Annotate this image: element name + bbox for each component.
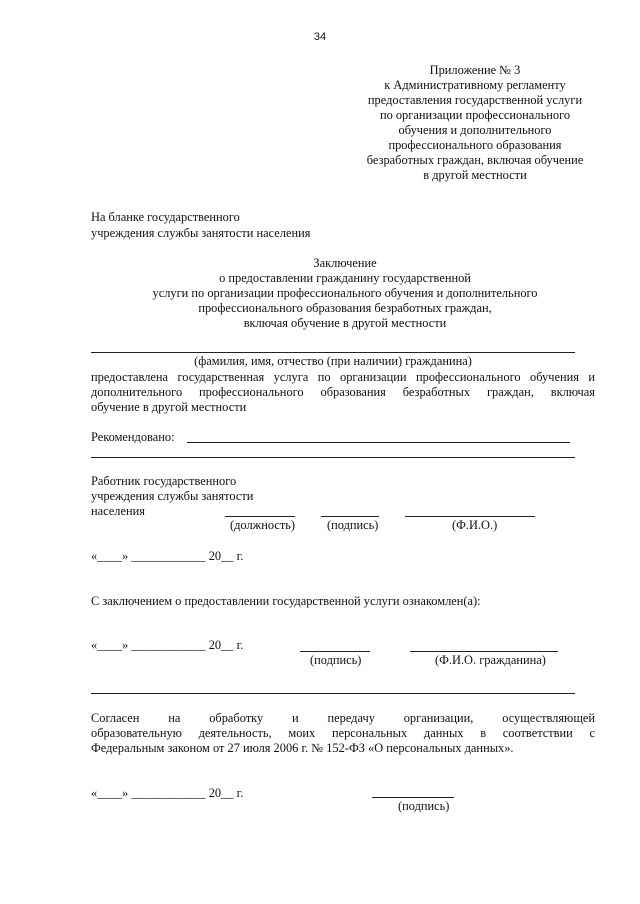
title-line: профессионального образования безработных граждан, — [198, 301, 492, 315]
fio-line[interactable] — [405, 516, 535, 517]
appendix-line: Приложение № 3 — [429, 63, 521, 77]
consent-signature-line[interactable] — [372, 797, 454, 798]
signature-line[interactable] — [321, 516, 379, 517]
title-line: включая обучение в другой местности — [243, 316, 447, 330]
service-line: дополнительного профессионального образования безработных граждан, включая — [91, 385, 595, 399]
consent-line: Согласен на обработку и передачу организации, осуществляющей — [91, 711, 595, 725]
service-text — [91, 370, 595, 415]
citizen-caption: (фамилия, имя, отчество (при наличии) гражданина) — [194, 354, 472, 368]
signature-caption: (подпись) — [327, 518, 379, 532]
appendix-line: к Административному регламенту — [384, 78, 566, 92]
worker-line: Работник государственного — [91, 474, 237, 488]
separator-line — [91, 693, 575, 694]
document-title — [90, 256, 600, 331]
service-line: обучение в другой местности — [91, 400, 247, 414]
appendix-line: обучения и дополнительного — [398, 123, 552, 137]
appendix-line: профессионального образования — [388, 138, 562, 152]
title-line: услуги по организации профессионального обучения и дополнительного — [152, 286, 538, 300]
ack-signature-line[interactable] — [300, 651, 370, 652]
position-caption: (должность) — [230, 518, 296, 532]
appendix-line: предоставления государственной услуги — [367, 93, 583, 107]
title-line: о предоставлении гражданину государственной — [219, 271, 471, 285]
appendix-header — [350, 63, 600, 183]
worker-line: населения — [91, 504, 145, 518]
consent-date-field[interactable]: «____» ____________ 20__ г. — [91, 786, 244, 800]
consent-text — [91, 711, 595, 756]
ack-signature-caption: (подпись) — [310, 653, 362, 667]
appendix-line: безработных граждан, включая обучение — [366, 153, 584, 167]
recommended-input-line[interactable] — [187, 442, 570, 443]
date-field[interactable]: «____» ____________ 20__ г. — [91, 549, 244, 563]
recommended-label: Рекомендовано: — [91, 430, 175, 444]
worker-line: учреждения службы занятости — [91, 489, 254, 503]
letterhead-line: учреждения службы занятости населения — [91, 226, 311, 240]
recommended-input-line-2[interactable] — [91, 457, 575, 458]
consent-signature-caption: (подпись) — [398, 799, 450, 813]
position-line[interactable] — [225, 516, 295, 517]
appendix-line: по организации профессионального — [379, 108, 571, 122]
title-line: Заключение — [313, 256, 377, 270]
ack-fio-line[interactable] — [410, 651, 558, 652]
page-number: 34 — [313, 31, 327, 43]
fio-caption: (Ф.И.О.) — [452, 518, 498, 532]
letterhead-line: На бланке государственного — [91, 210, 240, 224]
service-line: предоставлена государственная услуга по организации профессионального обучения и — [91, 370, 595, 384]
consent-line: Федеральным законом от 27 июля 2006 г. № 152-ФЗ «О персональных данных». — [91, 741, 514, 755]
appendix-line: в другой местности — [423, 168, 527, 182]
acknowledgement-text: С заключением о предоставлении государственной услуги ознакомлен(а): — [91, 594, 481, 608]
ack-fio-caption: (Ф.И.О. гражданина) — [435, 653, 546, 667]
consent-line: образовательную деятельность, моих персональных данных в соответствии с — [91, 726, 595, 740]
ack-date-field[interactable]: «____» ____________ 20__ г. — [91, 638, 244, 652]
citizen-name-line[interactable] — [91, 352, 575, 353]
